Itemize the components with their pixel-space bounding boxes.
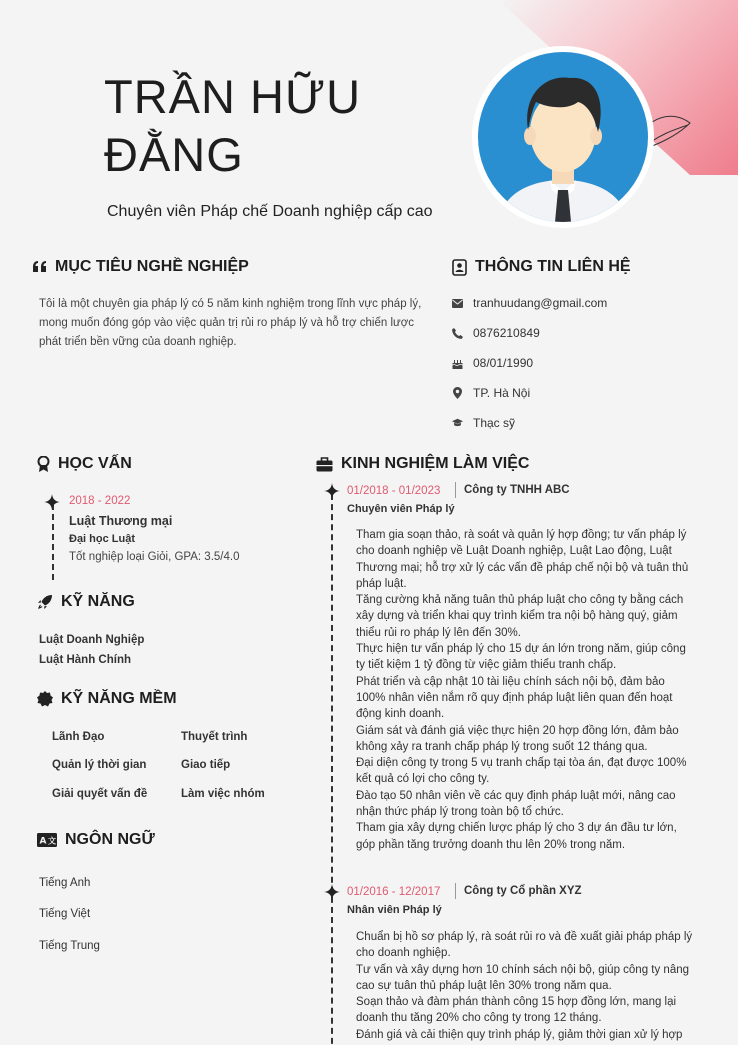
job-description-line: Đào tạo 50 nhân viên về các quy định pháp luật mới, nâng cao nhận thức pháp lý trong toàn bộ tổ chức. — [356, 789, 676, 819]
contact-email-text: tranhuudang@gmail.com — [473, 296, 608, 310]
job-title: Chuyên viên Pháp chế Doanh nghiệp cấp cao — [107, 203, 433, 220]
job-description-line: Đánh giá và cải thiện quy trình pháp lý, giảm thời gian xử lý hợp — [356, 1028, 683, 1041]
contact-birthday — [452, 356, 533, 370]
job-role: Chuyên viên Pháp lý — [347, 503, 455, 515]
objective-heading — [33, 258, 249, 276]
soft-skills-heading-label: KỸ NĂNG MỀM — [61, 690, 177, 707]
briefcase-icon — [316, 457, 333, 472]
candidate-name — [104, 68, 361, 184]
soft-skill-item: Giao tiếp — [181, 759, 231, 771]
job-description-line: Đại diện công ty trong 5 vụ tranh chấp tại tòa án, đạt được 100% kết quả có lợi cho công ty. — [356, 757, 687, 786]
languages-heading-label: NGÔN NGỮ — [65, 831, 155, 848]
contact-card-icon — [452, 259, 467, 276]
avatar-illustration-icon — [478, 52, 648, 222]
cake-icon — [452, 358, 463, 369]
education-timeline-line — [52, 504, 54, 580]
job-description-line: Tư vấn và xây dựng hơn 10 chính sách nội bộ, giúp công ty nâng cao sự tuân thủ pháp luật lên 30% trong năm qua. — [356, 963, 690, 992]
objective-text: Tôi là một chuyên gia pháp lý có 5 năm kinh nghiệm trong lĩnh vực pháp lý, mong muốn đóng góp vào việc quản trị rủi ro pháp lý và hỗ trợ chiến lược phát triển bền vững của doanh nghiệp. — [39, 298, 422, 348]
job-description-line: Soạn thảo và đàm phán thành công 15 hợp đồng lớn, mang lại doanh thu tăng 20% cho công ty trong 12 tháng. — [356, 996, 677, 1025]
rocket-icon — [37, 594, 53, 610]
soft-skill-item: Quản lý thời gian — [52, 759, 147, 771]
contact-email[interactable] — [452, 296, 607, 310]
map-pin-icon — [452, 387, 463, 399]
svg-text:A: A — [39, 836, 47, 847]
job-date: 01/2018 - 01/2023 — [347, 485, 441, 497]
sparkle-icon — [44, 494, 60, 510]
contact-heading — [452, 258, 631, 276]
education-heading-label: HỌC VẤN — [58, 455, 132, 472]
education-major: Luật Thương mại — [69, 514, 173, 528]
skills-heading-label: KỸ NĂNG — [61, 593, 135, 610]
badge-icon — [37, 691, 53, 707]
job-separator — [455, 482, 456, 498]
soft-skill-item: Giải quyết vấn đề — [52, 788, 148, 800]
objective-heading-label: MỤC TIÊU NGHỀ NGHIỆP — [55, 258, 249, 275]
contact-degree — [452, 416, 515, 430]
soft-skills-heading — [37, 690, 177, 708]
soft-skill-item: Lãnh Đạo — [52, 731, 105, 743]
contact-heading-label: THÔNG TIN LIÊN HỆ — [475, 258, 631, 275]
name-line-1: TRẦN HỮU — [104, 70, 362, 123]
soft-skill-item: Làm việc nhóm — [181, 788, 265, 800]
quote-icon — [33, 261, 47, 273]
education-date: 2018 - 2022 — [69, 495, 131, 507]
job-description-line: Tham gia xây dựng chiến lược pháp lý cho 3 dự án đầu tư lớn, góp phần tăng trưởng doanh thu lên 20% trong năm. — [356, 822, 677, 851]
language-item: Tiếng Anh — [39, 877, 91, 889]
award-icon — [37, 456, 50, 472]
language-item: Tiếng Việt — [39, 908, 91, 920]
job-date: 01/2016 - 12/2017 — [347, 886, 441, 898]
sparkle-icon — [324, 884, 340, 900]
job-description — [356, 527, 696, 853]
language-item: Tiếng Trung — [39, 940, 100, 952]
soft-skill-item: Thuyết trình — [181, 731, 248, 743]
name-line-2: ĐẰNG — [104, 128, 244, 181]
phone-icon — [452, 328, 463, 339]
contact-degree-text: Thạc sỹ — [473, 416, 516, 430]
education-school: Đại học Luật — [69, 533, 136, 545]
contact-birthday-text: 08/01/1990 — [473, 356, 534, 370]
contact-location-text: TP. Hà Nội — [473, 386, 531, 400]
email-icon — [452, 299, 463, 308]
job-description — [356, 929, 696, 1043]
job-role: Nhân viên Pháp lý — [347, 904, 442, 916]
job-company: Công ty Cổ phần XYZ — [464, 885, 582, 897]
job-description-line: Tăng cường khả năng tuân thủ pháp luật cho công ty bằng cách xây dựng và triển khai quy trình kiểm tra nội bộ hàng quý, giảm thiểu rủi ro pháp lý lên đến 30%. — [356, 594, 684, 639]
job-description-line: Tham gia soạn thảo, rà soát và quản lý hợp đồng; tư vấn pháp lý cho doanh nghiệp về Luật Doanh nghiệp, Luật Lao động, Luật Thương mại; hỗ trợ xử lý các vấn đề pháp chế nội bộ và tuân thủ pháp luật. — [356, 529, 689, 590]
job-company: Công ty TNHH ABC — [464, 484, 570, 496]
education-description: Tốt nghiệp loại Giỏi, GPA: 3.5/4.0 — [69, 551, 240, 563]
language-icon — [37, 833, 57, 847]
contact-phone[interactable] — [452, 326, 540, 340]
education-heading — [37, 455, 132, 473]
skills-heading — [37, 593, 135, 611]
avatar — [472, 46, 654, 228]
contact-phone-text: 0876210849 — [473, 326, 540, 340]
job-separator — [455, 883, 456, 899]
job-description-line: Phát triển và cập nhật 10 tài liệu chính sách nội bộ, đảm bảo 100% nhân viên nắm rõ quy định pháp luật liên quan đến hoạt động kinh doanh. — [356, 675, 673, 721]
contact-location — [452, 386, 530, 400]
experience-heading-label: KINH NGHIỆM LÀM VIỆC — [341, 455, 530, 472]
job-description-line: Chuẩn bị hồ sơ pháp lý, rà soát rủi ro và đề xuất giải pháp pháp lý cho doanh nghiệp. — [356, 931, 693, 960]
skill-item: Luật Hành Chính — [39, 654, 131, 666]
languages-heading — [37, 831, 155, 849]
svg-text:文: 文 — [48, 836, 56, 846]
experience-heading — [316, 455, 529, 473]
skill-item: Luật Doanh Nghiệp — [39, 634, 145, 646]
experience-timeline-line — [331, 494, 333, 1045]
graduation-cap-icon — [452, 418, 463, 428]
job-description-line: Thực hiện tư vấn pháp lý cho 15 dự án lớn trong năm, giúp công ty tiết kiệm 1 tỷ đồng từ việc giảm thiểu tranh chấp. — [356, 643, 686, 672]
job-description-line: Giám sát và đánh giá việc thực hiện 20 hợp đồng lớn, đảm bảo không xảy ra tranh chấp pháp lý trong suốt 12 tháng qua. — [356, 724, 679, 753]
sparkle-icon — [324, 483, 340, 499]
